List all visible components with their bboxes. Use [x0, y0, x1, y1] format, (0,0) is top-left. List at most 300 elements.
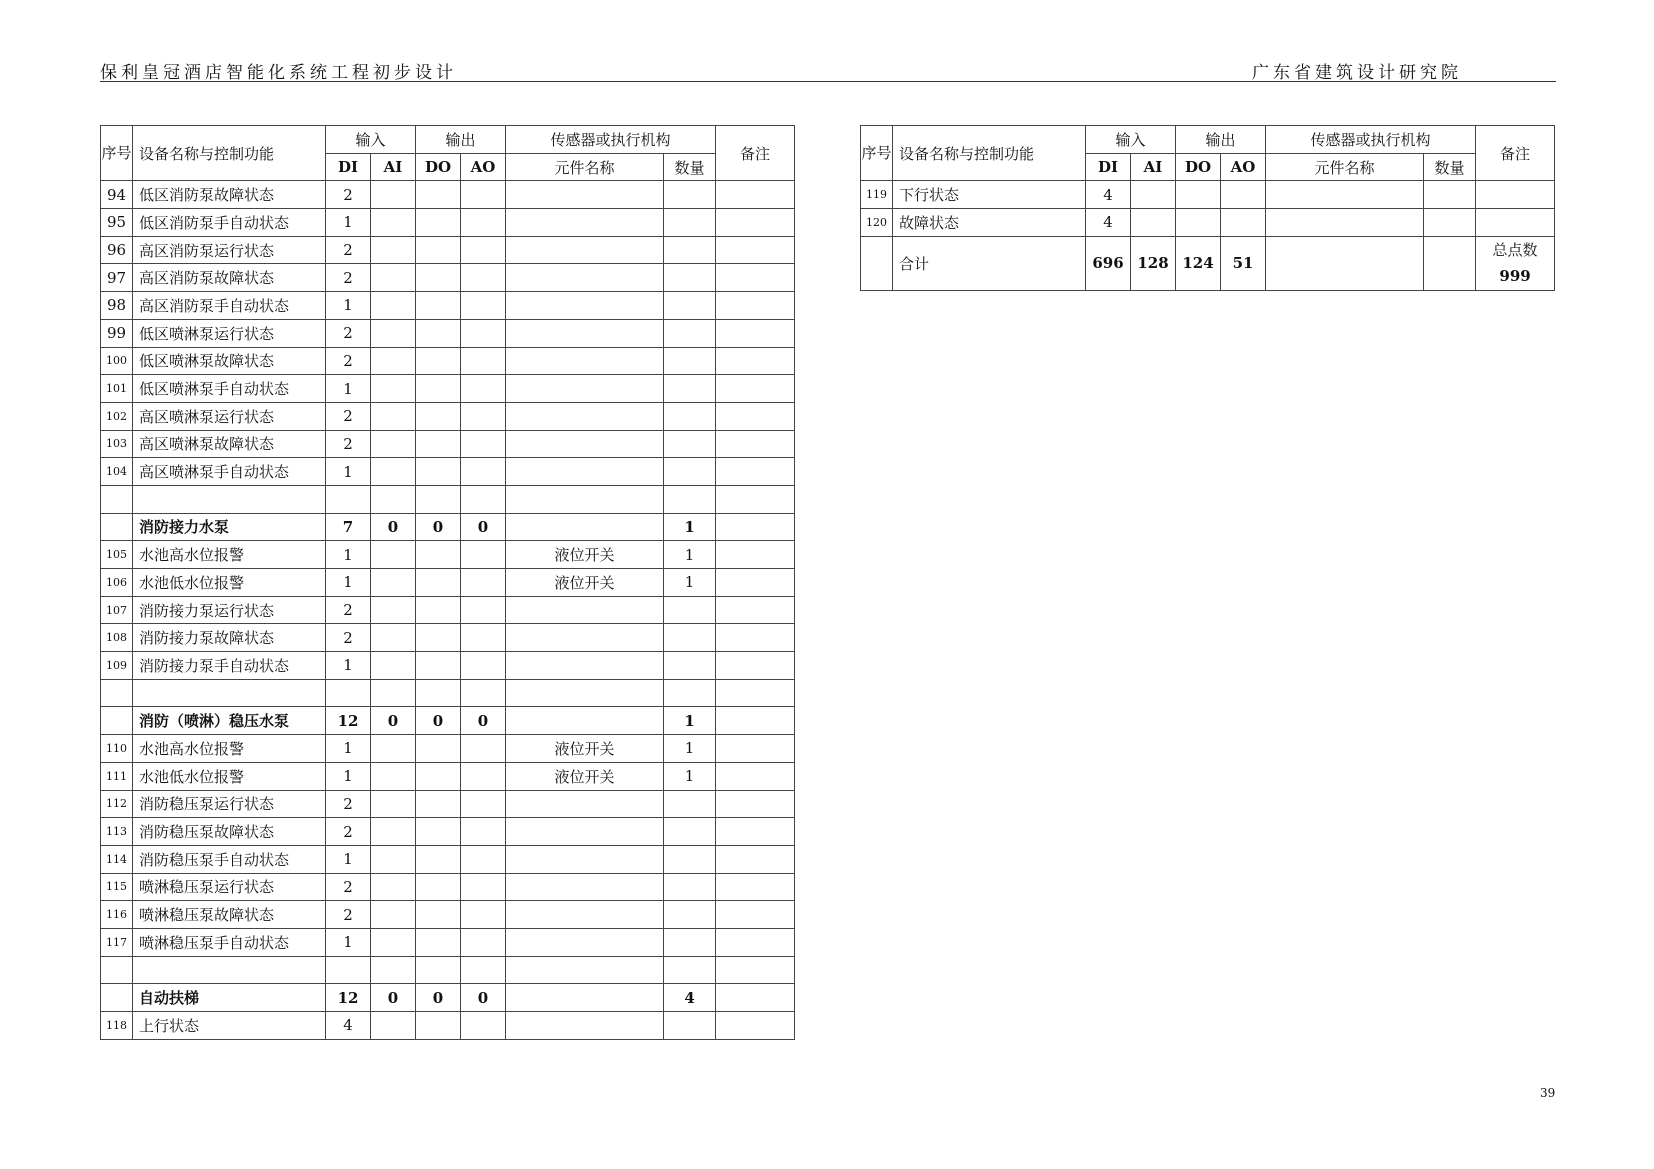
cell-ai: 0 [371, 707, 416, 735]
cell-ai: 0 [371, 984, 416, 1012]
cell-ao [461, 818, 506, 846]
cell-comp [506, 596, 664, 624]
cell-qty: 4 [664, 984, 716, 1012]
cell-ao [461, 236, 506, 264]
cell-ai [371, 596, 416, 624]
cell-qty: 1 [664, 513, 716, 541]
cell-remark [716, 209, 795, 237]
cell-remark [716, 569, 795, 597]
cell-di: 2 [326, 181, 371, 209]
cell-remark [716, 1012, 795, 1040]
cell-ai [371, 956, 416, 984]
cell-do [416, 818, 461, 846]
total-do: 124 [1176, 236, 1221, 290]
cell-ai [371, 873, 416, 901]
table-row [101, 236, 795, 264]
cell-qty [1424, 209, 1476, 237]
table-row [101, 679, 795, 707]
cell-ao [461, 402, 506, 430]
total-points-label: 总点数 [1492, 241, 1538, 260]
cell-remark [716, 984, 795, 1012]
header-do: DO [1176, 153, 1221, 181]
cell-qty [664, 347, 716, 375]
cell-do [416, 458, 461, 486]
cell-remark [716, 707, 795, 735]
cell-ao [461, 209, 506, 237]
cell-name: 高区消防泵手自动状态 [133, 292, 326, 320]
cell-ai [371, 485, 416, 513]
cell-qty [664, 652, 716, 680]
cell-comp [506, 292, 664, 320]
table-row [101, 790, 795, 818]
cell-name: 水池高水位报警 [133, 541, 326, 569]
cell-di: 1 [326, 209, 371, 237]
header-component: 元件名称 [506, 153, 664, 181]
cell-remark [716, 873, 795, 901]
cell-di: 2 [326, 430, 371, 458]
cell-comp [506, 679, 664, 707]
cell-remark [716, 458, 795, 486]
cell-qty [664, 679, 716, 707]
cell-ai [371, 818, 416, 846]
cell-remark [716, 319, 795, 347]
cell-qty [664, 624, 716, 652]
cell-ao [461, 956, 506, 984]
cell-name: 喷淋稳压泵手自动状态 [133, 928, 326, 956]
cell-ao [461, 181, 506, 209]
cell-name: 高区消防泵故障状态 [133, 264, 326, 292]
cell-di: 1 [326, 845, 371, 873]
cell-ao: 0 [461, 513, 506, 541]
right-table-body [861, 181, 1555, 236]
cell-remark [716, 679, 795, 707]
cell-ao [461, 485, 506, 513]
cell-do [416, 569, 461, 597]
table-row [101, 430, 795, 458]
cell-di [326, 485, 371, 513]
cell-qty [664, 596, 716, 624]
cell-qty [664, 319, 716, 347]
cell-name: 消防接力泵运行状态 [133, 596, 326, 624]
cell-no: 114 [101, 845, 133, 873]
cell-no: 115 [101, 873, 133, 901]
total-points-value: 999 [1499, 267, 1531, 286]
cell-do [416, 319, 461, 347]
cell-di: 1 [326, 762, 371, 790]
cell-remark [716, 652, 795, 680]
header-ao: AO [1221, 153, 1266, 181]
cell-no: 103 [101, 430, 133, 458]
header-input: 输入 [326, 126, 416, 154]
cell-ao [461, 790, 506, 818]
cell-di: 1 [326, 928, 371, 956]
header-seq: 序号 [101, 126, 133, 181]
cell-qty [1424, 181, 1476, 209]
cell-comp [506, 956, 664, 984]
table-row [101, 292, 795, 320]
header-component: 元件名称 [1266, 153, 1424, 181]
table-row [101, 984, 795, 1012]
header-di: DI [326, 153, 371, 181]
cell-ai [371, 209, 416, 237]
cell-remark [1476, 181, 1555, 209]
table-row [101, 596, 795, 624]
table-row [101, 541, 795, 569]
cell-comp [506, 485, 664, 513]
cell-ai: 0 [371, 513, 416, 541]
cell-di: 2 [326, 236, 371, 264]
cell-di: 2 [326, 319, 371, 347]
cell-no: 118 [101, 1012, 133, 1040]
cell-di: 4 [326, 1012, 371, 1040]
cell-remark [1476, 209, 1555, 237]
header-input: 输入 [1086, 126, 1176, 154]
cell-comp [506, 209, 664, 237]
cell-ai [1131, 181, 1176, 209]
cell-ai [371, 624, 416, 652]
cell-no: 109 [101, 652, 133, 680]
cell-ao [461, 375, 506, 403]
cell-qty [664, 873, 716, 901]
cell-comp [506, 984, 664, 1012]
cell-ai [371, 1012, 416, 1040]
cell-comp [506, 652, 664, 680]
total-seq [861, 236, 893, 290]
table-row [101, 319, 795, 347]
table-row [101, 209, 795, 237]
cell-ai [371, 430, 416, 458]
table-row [101, 485, 795, 513]
cell-name: 低区消防泵手自动状态 [133, 209, 326, 237]
cell-do: 0 [416, 984, 461, 1012]
total-qty [1424, 236, 1476, 290]
cell-di: 2 [326, 347, 371, 375]
cell-ai [371, 541, 416, 569]
cell-di: 2 [326, 624, 371, 652]
header-qty: 数量 [1424, 153, 1476, 181]
cell-no: 108 [101, 624, 133, 652]
cell-di: 2 [326, 790, 371, 818]
cell-do [416, 485, 461, 513]
cell-qty: 1 [664, 569, 716, 597]
cell-do [416, 236, 461, 264]
cell-qty: 1 [664, 541, 716, 569]
cell-no: 101 [101, 375, 133, 403]
cell-remark [716, 541, 795, 569]
cell-remark [716, 485, 795, 513]
cell-remark [716, 596, 795, 624]
cell-comp [506, 375, 664, 403]
header-divider [100, 81, 1556, 82]
header-remark: 备注 [1476, 126, 1555, 181]
cell-remark [716, 818, 795, 846]
cell-ai [371, 901, 416, 929]
table-row [101, 956, 795, 984]
cell-remark [716, 956, 795, 984]
cell-no: 98 [101, 292, 133, 320]
total-label: 合计 [893, 236, 1086, 290]
cell-di: 1 [326, 652, 371, 680]
cell-qty [664, 901, 716, 929]
table-row [101, 458, 795, 486]
cell-name [133, 679, 326, 707]
cell-comp [506, 873, 664, 901]
header-ao: AO [461, 153, 506, 181]
cell-no: 96 [101, 236, 133, 264]
cell-name: 水池低水位报警 [133, 569, 326, 597]
header-name: 设备名称与控制功能 [133, 126, 326, 181]
table-row [101, 707, 795, 735]
cell-qty: 1 [664, 707, 716, 735]
table-row [101, 569, 795, 597]
cell-ai [371, 292, 416, 320]
header-remark: 备注 [716, 126, 795, 181]
cell-remark [716, 347, 795, 375]
cell-qty [664, 402, 716, 430]
cell-ao [461, 845, 506, 873]
table-row [861, 209, 1555, 237]
cell-ao [461, 430, 506, 458]
cell-no [101, 956, 133, 984]
cell-remark [716, 735, 795, 763]
cell-ao [461, 292, 506, 320]
cell-remark [716, 901, 795, 929]
table-row [101, 901, 795, 929]
table-row [101, 181, 795, 209]
header-ai: AI [1131, 153, 1176, 181]
io-points-table-right [860, 125, 1555, 291]
cell-no: 95 [101, 209, 133, 237]
cell-do [416, 790, 461, 818]
cell-do [416, 901, 461, 929]
cell-comp: 液位开关 [506, 762, 664, 790]
cell-do [1176, 181, 1221, 209]
cell-qty [664, 181, 716, 209]
cell-ai [371, 762, 416, 790]
cell-no: 94 [101, 181, 133, 209]
header-ai: AI [371, 153, 416, 181]
cell-name: 高区喷淋泵运行状态 [133, 402, 326, 430]
cell-do [416, 624, 461, 652]
cell-qty [664, 236, 716, 264]
cell-do [416, 652, 461, 680]
cell-ai [371, 569, 416, 597]
table-row [101, 928, 795, 956]
header-seq: 序号 [861, 126, 893, 181]
cell-qty [664, 928, 716, 956]
cell-name [133, 956, 326, 984]
cell-name: 低区喷淋泵故障状态 [133, 347, 326, 375]
cell-ai [371, 236, 416, 264]
cell-name: 高区喷淋泵手自动状态 [133, 458, 326, 486]
cell-do [416, 762, 461, 790]
cell-name: 自动扶梯 [133, 984, 326, 1012]
cell-ao: 0 [461, 984, 506, 1012]
cell-ai [371, 652, 416, 680]
cell-do [416, 292, 461, 320]
table-row [101, 624, 795, 652]
cell-di: 7 [326, 513, 371, 541]
cell-no: 97 [101, 264, 133, 292]
cell-ai [371, 181, 416, 209]
cell-remark [716, 845, 795, 873]
cell-ai [371, 264, 416, 292]
cell-di [326, 679, 371, 707]
cell-qty [664, 430, 716, 458]
cell-do [416, 375, 461, 403]
cell-do [416, 873, 461, 901]
cell-no [101, 513, 133, 541]
cell-ao [461, 596, 506, 624]
cell-no: 116 [101, 901, 133, 929]
cell-comp [1266, 209, 1424, 237]
cell-di: 4 [1086, 209, 1131, 237]
cell-remark [716, 402, 795, 430]
left-table-body [101, 181, 795, 1039]
cell-comp [1266, 181, 1424, 209]
cell-qty: 1 [664, 762, 716, 790]
cell-remark [716, 375, 795, 403]
cell-ao [461, 458, 506, 486]
cell-remark [716, 292, 795, 320]
cell-comp [506, 458, 664, 486]
table-row [101, 347, 795, 375]
cell-do [416, 541, 461, 569]
cell-name: 故障状态 [893, 209, 1086, 237]
cell-di: 1 [326, 375, 371, 403]
cell-no [101, 679, 133, 707]
cell-di: 2 [326, 818, 371, 846]
cell-do [416, 679, 461, 707]
cell-ao [461, 762, 506, 790]
cell-do: 0 [416, 707, 461, 735]
table-row [101, 264, 795, 292]
cell-comp [506, 513, 664, 541]
table-row [101, 735, 795, 763]
cell-no [101, 984, 133, 1012]
table-row [101, 873, 795, 901]
cell-remark [716, 928, 795, 956]
cell-ao [461, 347, 506, 375]
cell-do [416, 402, 461, 430]
cell-no: 117 [101, 928, 133, 956]
cell-remark [716, 236, 795, 264]
cell-ao [461, 541, 506, 569]
cell-no: 107 [101, 596, 133, 624]
cell-no: 119 [861, 181, 893, 209]
cell-ai [371, 319, 416, 347]
cell-di: 1 [326, 735, 371, 763]
cell-qty [664, 845, 716, 873]
cell-name: 消防接力水泵 [133, 513, 326, 541]
cell-qty [664, 1012, 716, 1040]
cell-qty [664, 485, 716, 513]
header-name: 设备名称与控制功能 [893, 126, 1086, 181]
cell-ao [461, 901, 506, 929]
cell-ao [461, 652, 506, 680]
cell-do [416, 735, 461, 763]
cell-comp [506, 928, 664, 956]
header-output: 输出 [1176, 126, 1266, 154]
cell-comp [506, 818, 664, 846]
cell-comp [506, 901, 664, 929]
cell-di: 1 [326, 541, 371, 569]
cell-no [101, 707, 133, 735]
cell-do [416, 596, 461, 624]
cell-comp: 液位开关 [506, 569, 664, 597]
cell-name: 高区喷淋泵故障状态 [133, 430, 326, 458]
cell-name: 低区喷淋泵运行状态 [133, 319, 326, 347]
cell-comp [506, 402, 664, 430]
cell-di: 2 [326, 901, 371, 929]
cell-qty [664, 818, 716, 846]
page-number: 39 [1540, 1086, 1556, 1100]
cell-do [416, 928, 461, 956]
cell-comp [506, 790, 664, 818]
cell-qty [664, 292, 716, 320]
cell-ao [461, 624, 506, 652]
cell-name [133, 485, 326, 513]
cell-do [416, 845, 461, 873]
total-remark [1476, 236, 1555, 290]
cell-name: 消防稳压泵故障状态 [133, 818, 326, 846]
cell-comp [506, 430, 664, 458]
table-row [101, 652, 795, 680]
cell-no: 120 [861, 209, 893, 237]
cell-do [416, 1012, 461, 1040]
io-points-table-left [100, 125, 795, 1040]
cell-di: 2 [326, 873, 371, 901]
cell-ai [371, 375, 416, 403]
cell-no: 100 [101, 347, 133, 375]
header-di: DI [1086, 153, 1131, 181]
total-di: 696 [1086, 236, 1131, 290]
table-row [101, 762, 795, 790]
cell-ao [461, 319, 506, 347]
cell-name: 消防稳压泵运行状态 [133, 790, 326, 818]
cell-di: 1 [326, 292, 371, 320]
cell-ai [371, 347, 416, 375]
total-ai: 128 [1131, 236, 1176, 290]
cell-name: 高区消防泵运行状态 [133, 236, 326, 264]
table-row [101, 845, 795, 873]
cell-name: 低区消防泵故障状态 [133, 181, 326, 209]
cell-remark [716, 513, 795, 541]
cell-di: 4 [1086, 181, 1131, 209]
cell-comp: 液位开关 [506, 735, 664, 763]
cell-comp [506, 264, 664, 292]
cell-name: 消防稳压泵手自动状态 [133, 845, 326, 873]
cell-no: 104 [101, 458, 133, 486]
cell-name: 消防（喷淋）稳压水泵 [133, 707, 326, 735]
cell-ai [371, 928, 416, 956]
cell-no: 110 [101, 735, 133, 763]
table-row [101, 375, 795, 403]
cell-qty [664, 375, 716, 403]
cell-ai [371, 845, 416, 873]
cell-qty: 1 [664, 735, 716, 763]
cell-no: 111 [101, 762, 133, 790]
cell-ai [371, 458, 416, 486]
cell-do [1176, 209, 1221, 237]
header-sensor: 传感器或执行机构 [506, 126, 716, 154]
cell-qty [664, 264, 716, 292]
cell-ai [1131, 209, 1176, 237]
cell-no: 105 [101, 541, 133, 569]
cell-no: 113 [101, 818, 133, 846]
cell-do: 0 [416, 513, 461, 541]
cell-di: 2 [326, 402, 371, 430]
